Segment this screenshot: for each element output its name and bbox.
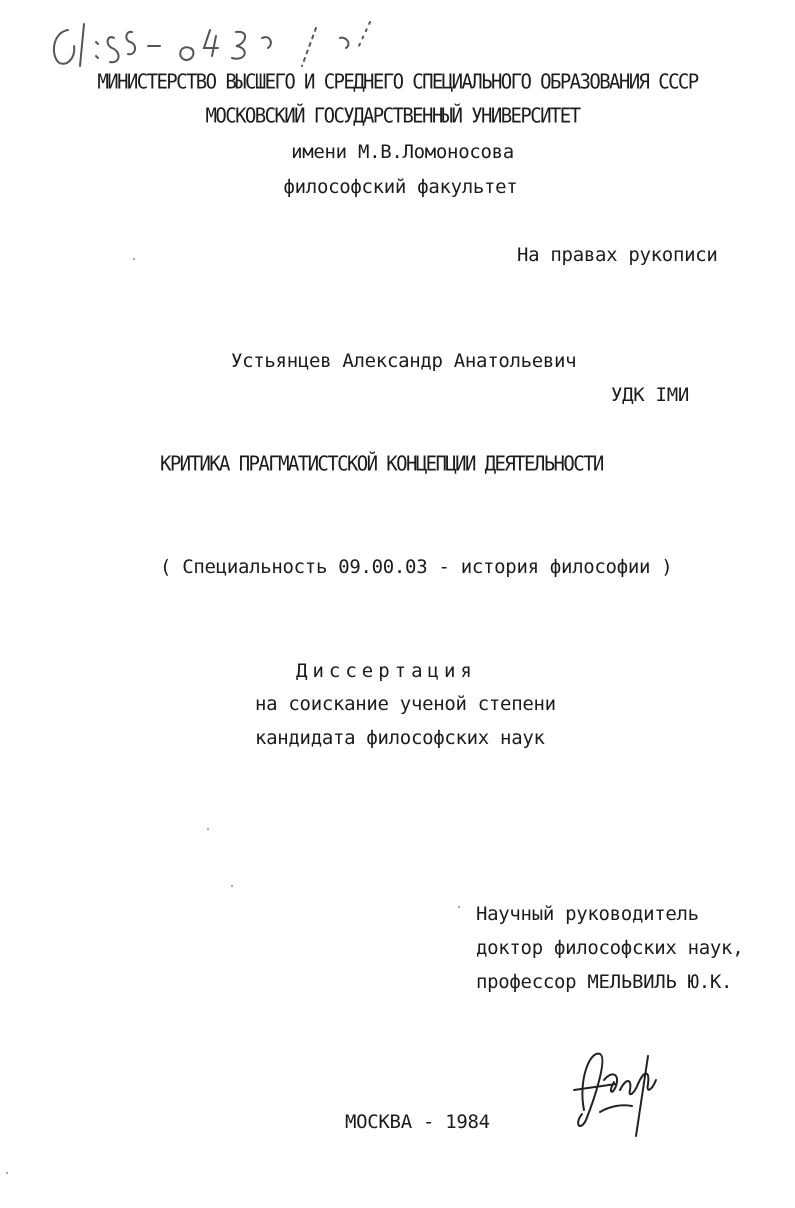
paper-speck [207, 828, 209, 830]
paper-speck [6, 1172, 8, 1174]
dissertation-title: КРИТИКА ПРАГМАТИСТСКОЙ КОНЦЕПЦИИ ДЕЯТЕЛЬНОСТИ [160, 452, 603, 476]
supervisor-label: Научный руководитель [476, 903, 699, 925]
named-after-line: имени М.В.Ломоносова [291, 141, 514, 163]
faculty-line: философский факультет [283, 176, 518, 198]
supervisor-name: профессор МЕЛЬВИЛЬ Ю.К. [476, 971, 733, 993]
university-line: МОСКОВСКИЙ ГОСУДАРСТВЕННЫЙ УНИВЕРСИТЕТ [205, 104, 580, 128]
paper-speck [458, 906, 460, 908]
manuscript-rights: На правах рукописи [517, 244, 718, 266]
signature [560, 1040, 670, 1140]
udc-code: УДК IМИ [611, 384, 689, 406]
author-name: Устьянцев Александр Анатольевич [231, 350, 577, 372]
thesis-degree-line-1: на соискание ученой степени [255, 693, 556, 715]
specialty-line: ( Специальность 09.00.03 - история философии ) [160, 556, 673, 578]
place-and-year: МОСКВА - 1984 [345, 1111, 490, 1133]
supervisor-degree: доктор философских наук, [476, 937, 744, 959]
thesis-degree-line-2: кандидата философских наук [255, 727, 545, 749]
thesis-type: Диссертация [296, 660, 477, 682]
ministry-line: МИНИСТЕРСТВО ВЫСШЕГО И СРЕДНЕГО СПЕЦИАЛЬНОГО ОБРАЗОВАНИЯ СССР [97, 70, 698, 94]
paper-speck [231, 885, 233, 887]
handwritten-archive-number [40, 8, 420, 78]
paper-speck [133, 258, 135, 260]
